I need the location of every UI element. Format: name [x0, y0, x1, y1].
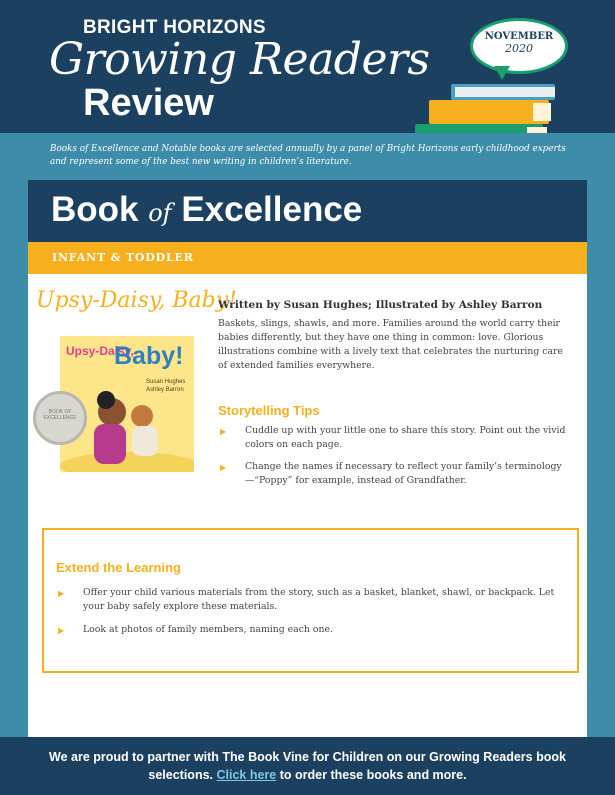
footer-text-after: to order these books and more.: [279, 768, 467, 782]
book-byline: Written by Susan Hughes; Illustrated by Ashley Barron: [218, 299, 543, 311]
speech-bubble-tail: [494, 66, 510, 80]
newsletter-subtitle: Review: [83, 82, 214, 124]
date-speech-bubble: [470, 18, 568, 74]
age-group-label: INFANT & TODDLER: [52, 251, 194, 264]
extend-item: Offer your child various materials from the story, such as a basket, blanket, shawl, or backpack. Let your baby safely explore these materials.: [83, 587, 555, 612]
footer-text-before: We are proud to partner with The Book Vine for Children on our Growing Readers book selections.: [49, 750, 566, 782]
cover-title-line2: Baby!: [114, 342, 184, 370]
bullet-icon: ▶: [220, 427, 227, 436]
bullet-icon: ▶: [58, 589, 65, 598]
badge-month: NOVEMBER: [484, 31, 554, 42]
cover-illustrator: Ashley Barron: [146, 387, 184, 393]
extend-item: Look at photos of family members, naming each one.: [83, 624, 333, 635]
book-description: Baskets, slings, shawls, and more. Families around the world carry their babies differently, but they have one thing in common: love. Glorious illustrations combine with a lively text that celebrates the nurturing care of extended families everywhere.: [218, 318, 563, 371]
storytelling-tip: Cuddle up with your little one to share this story. Point out the vivid colors on each page.: [245, 425, 566, 450]
section-title-excellence: Excellence: [181, 190, 363, 229]
bullet-icon: ▶: [58, 626, 65, 635]
seal-text: BOOK OF EXCELLENCE: [43, 409, 77, 421]
storytelling-tips-heading: Storytelling Tips: [218, 403, 320, 418]
book-title: Upsy-Daisy, Baby!: [36, 288, 237, 313]
intro-text: Books of Excellence and Notable books are selected annually by a panel of Bright Horizons early childhood experts and represent some of the best new writing in children’s literature.: [50, 144, 566, 167]
badge-year: 2020: [505, 42, 533, 55]
brand-name: BRIGHT HORIZONS: [83, 17, 266, 38]
bullet-icon: ▶: [220, 463, 227, 472]
section-title: [51, 190, 362, 230]
excellence-seal: [33, 391, 87, 445]
newsletter-title: Growing Readers: [49, 34, 430, 85]
order-books-link[interactable]: Click here: [216, 768, 277, 782]
cover-author: Susan Hughes: [146, 379, 186, 385]
section-title-book: Book: [51, 190, 139, 229]
cover-title-line1: Upsy-Daisy,: [66, 344, 134, 358]
extend-learning-heading: Extend the Learning: [56, 560, 181, 575]
footer-text: [20, 748, 595, 784]
section-title-of: of: [148, 199, 172, 227]
storytelling-tip: Change the names if necessary to reflect your family’s terminology—“Poppy” for example, instead of Grandfather.: [245, 461, 562, 486]
